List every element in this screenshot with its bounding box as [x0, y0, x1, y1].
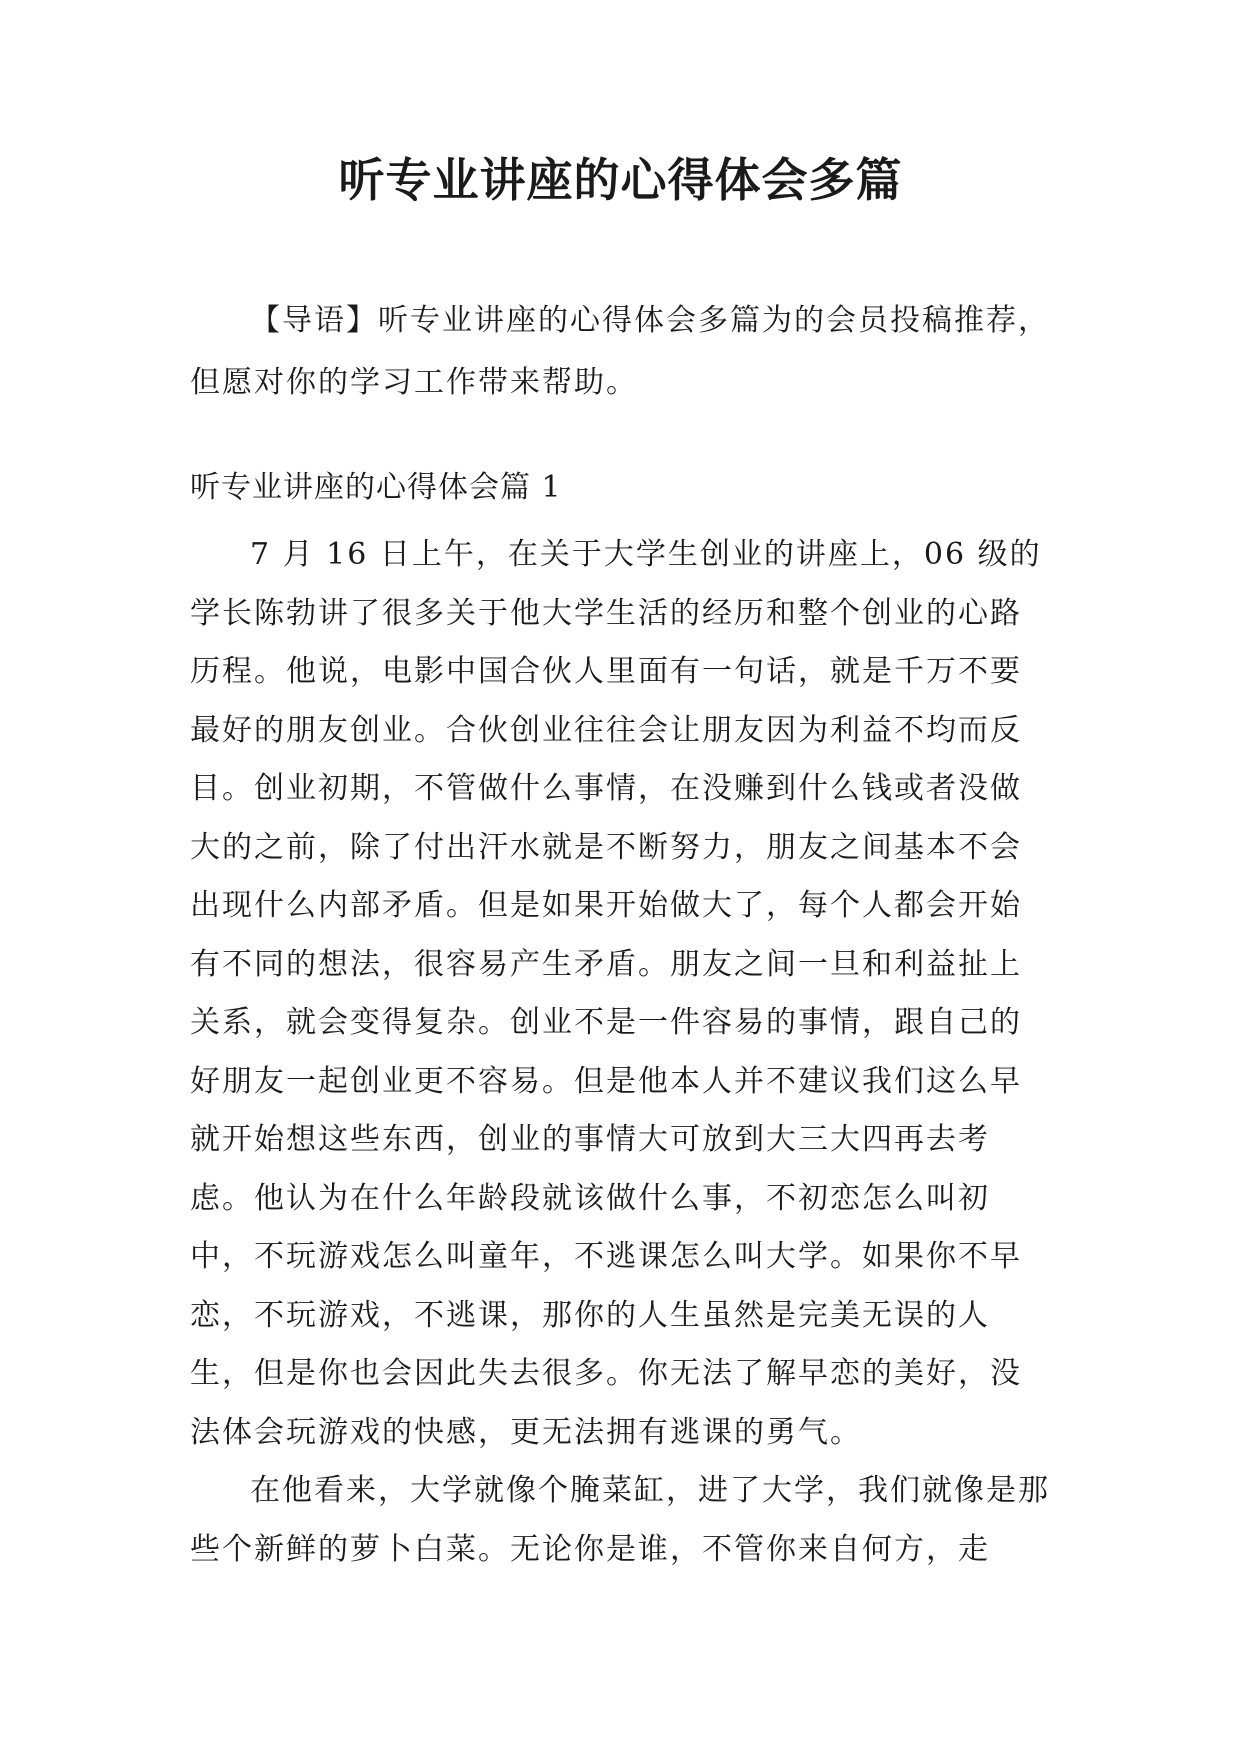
section-heading: 听专业讲座的心得体会篇 1 — [190, 470, 562, 505]
body-paragraph: 在他看来，大学就像个腌菜缸，进了大学，我们就像是那些个新鲜的萝卜白菜。无论你是谁，不管你来自何方，走 — [190, 1473, 1050, 1567]
lead-text: 【导语】听专业讲座的心得体会多篇为的会员投稿推荐，但愿对你的学习工作带来帮助。 — [190, 303, 1050, 400]
document-title: 听专业讲座的心得体会多篇 — [338, 153, 903, 207]
body-paragraph: 7 月 16 日上午，在关于大学生创业的讲座上，06 级的学长陈勃讲了很多关于他大学生活的经历和整个创业的心路历程。他说，电影中国合伙人里面有一句话，就是千万不要最好的朋友创业。合伙创业往往会让朋友因为利益不均而反目。创业初期，不管做什么事情，在没赚到什么钱或者没做大的之前，除了付出汗水就是不断努力，朋友之间基本不会出现什么内部矛盾。但是如果开始做大了，每个人都会开始有不同的想法，很容易产生矛盾。朋友之间一旦和利益扯上关系，就会变得复杂。创业不是一件容易的事情，跟自己的好朋友一起创业更不容易。但是他本人并不建议我们这么早就开始想这些东西，创业的事情大可放到大三大四再去考虑。他认为在什么年龄段就该做什么事，不初恋怎么叫初中，不玩游戏怎么叫童年，不逃课怎么叫大学。如果你不早恋，不玩游戏，不逃课，那你的人生虽然是完美无误的人生，但是你也会因此失去很多。你无法了解早恋的美好，没法体会玩游戏的快感，更无法拥有逃课的勇气。 — [190, 537, 1042, 1450]
lead-paragraph — [190, 290, 1050, 414]
body-text — [190, 526, 1050, 1579]
